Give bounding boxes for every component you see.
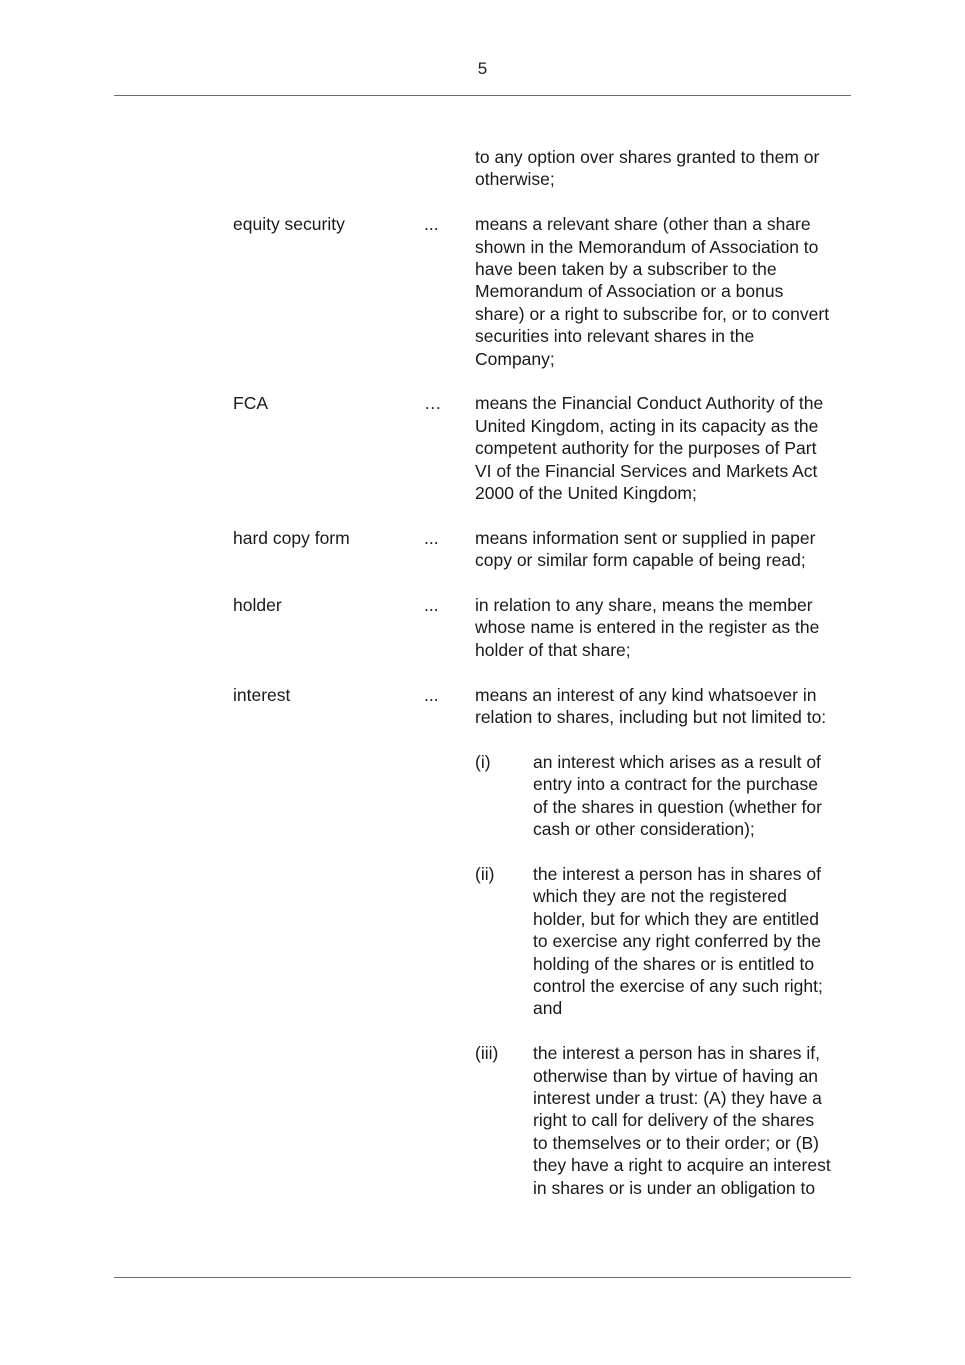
- definition-subitem: [475, 1042, 965, 1199]
- subitem-text: an interest which arises as a result of entry into a contract for the purchase of the shares in question (whether for cash or other consideration);: [533, 751, 822, 840]
- continued-definition-text: to any option over shares granted to them or otherwise;: [475, 147, 820, 190]
- definition-separator: ...: [424, 214, 439, 235]
- subitem-label: (ii): [475, 863, 495, 884]
- page-number: 5: [477, 59, 488, 78]
- definition-term: equity security: [233, 214, 345, 235]
- definition-text: in relation to any share, means the member whose name is entered in the register as the holder of that share;: [475, 595, 820, 660]
- definition-entry-fca: [0, 392, 965, 504]
- definition-text: means information sent or supplied in paper copy or similar form capable of being read;: [475, 527, 816, 571]
- subitem-label: (i): [475, 751, 491, 772]
- definition-entry-holder: [0, 594, 965, 661]
- definition-entry-hard-copy-form: [0, 527, 965, 572]
- definition-subitem: [475, 751, 965, 841]
- definition-term: holder: [233, 595, 282, 616]
- definition-entry-interest: [0, 684, 965, 1199]
- definition-separator: ...: [424, 595, 439, 616]
- definitions-body: [0, 146, 965, 1221]
- definition-term: interest: [233, 684, 291, 705]
- subitem-text: the interest a person has in shares of which they are not the registered holder, but for which they are entitled to exercise any right conferred by the holding of the shares or is entitled to control the exercise of any such right; and: [533, 863, 823, 1019]
- definition-term: FCA: [233, 393, 268, 414]
- definition-term: hard copy form: [233, 527, 350, 548]
- definition-separator: …: [424, 393, 442, 414]
- subitem-label: (iii): [475, 1043, 499, 1064]
- definition-text: means the Financial Conduct Authority of the United Kingdom, acting in its capacity as the competent authority for the purposes of Part VI of the Financial Services and Markets Act 2000 of the United Kingdom;: [475, 393, 824, 504]
- definition-entry-equity-security: [0, 213, 965, 370]
- definition-subitem: [475, 863, 965, 1020]
- subitem-text: the interest a person has in shares if, otherwise than by virtue of having an interest under a trust: (A) they have a right to call for delivery of the shares to themselves or to their order; or (B) they have a right to acquire an interest in shares or is under an obligation to: [533, 1043, 831, 1198]
- header-rule: [114, 95, 851, 96]
- definition-separator: ...: [424, 527, 439, 548]
- definition-text: means a relevant share (other than a share shown in the Memorandum of Association to have been taken by a subscriber to the Memorandum of Association or a bonus share) or a right to subscribe for, or to convert securities into relevant shares in the Company;: [475, 214, 830, 369]
- definition-separator: ...: [424, 684, 439, 705]
- footer-rule: [114, 1277, 851, 1278]
- definition-text: means an interest of any kind whatsoever in relation to shares, including but not limited to:: [475, 684, 827, 728]
